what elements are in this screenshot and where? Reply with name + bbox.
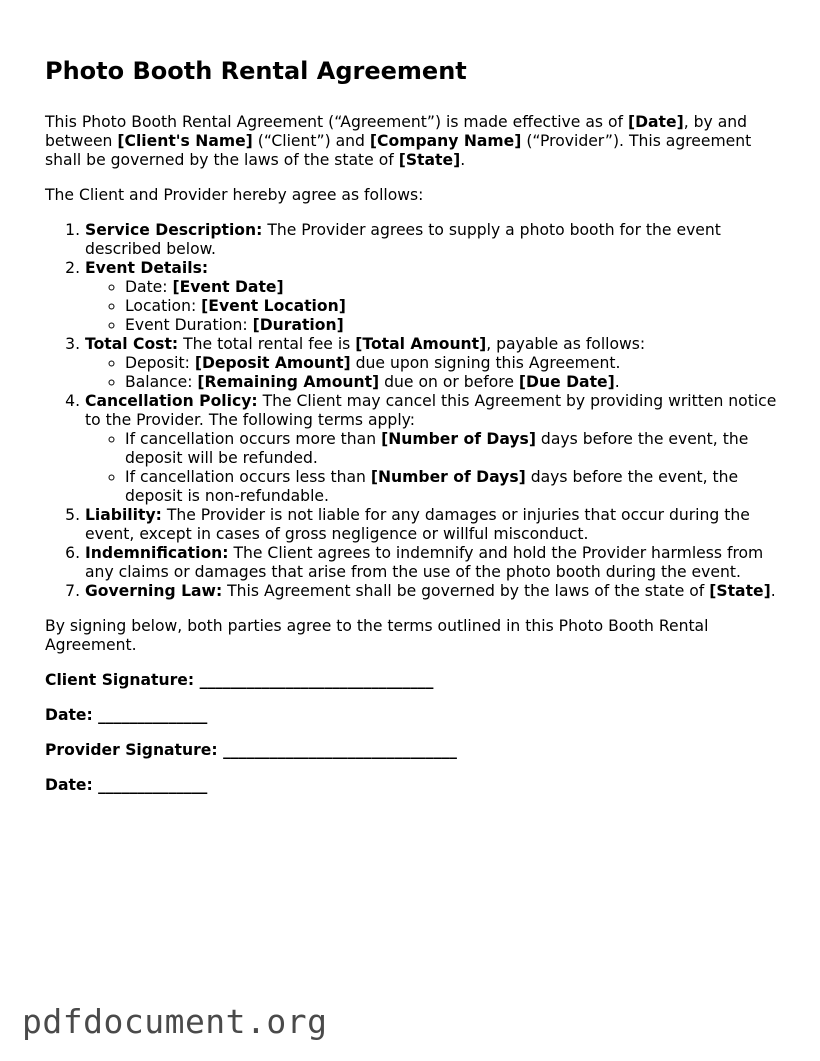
sub-item-balance: [125, 373, 780, 392]
duration-placeholder: [Duration]: [252, 316, 344, 334]
list-item-cancellation: [85, 392, 780, 506]
date-blank: ______________: [98, 706, 208, 724]
item-label: Balance:: [125, 373, 198, 391]
signature-label: Client Signature:: [45, 671, 195, 689]
section-text: , payable as follows:: [486, 335, 646, 353]
document-page: [45, 56, 780, 811]
list-item-indemnification: [85, 544, 780, 582]
closing-paragraph: By signing below, both parties agree to the terms outlined in this Photo Booth Rental Agreement.: [45, 617, 709, 654]
state-placeholder: [State]: [709, 582, 771, 600]
list-item-service: [85, 221, 780, 259]
sub-item-event-date: [125, 278, 780, 297]
signature-blank: ______________________________: [199, 671, 434, 689]
sub-item-cancel-more: [125, 430, 780, 468]
section-label: Service Description:: [85, 221, 263, 239]
total-amount-placeholder: [Total Amount]: [355, 335, 487, 353]
state-placeholder: [State]: [398, 151, 461, 169]
remaining-amount-placeholder: [Remaining Amount]: [197, 373, 380, 391]
item-text: .: [614, 373, 620, 391]
sub-item-event-duration: [125, 316, 780, 335]
section-text: The Provider is not liable for any damages or injuries that occur during the event, except in cases of gross negligence or willful misconduct.: [85, 506, 750, 543]
client-date-line: [45, 706, 780, 725]
agree-paragraph: The Client and Provider hereby agree as follows:: [45, 186, 424, 204]
due-date-placeholder: [Due Date]: [518, 373, 615, 391]
date-placeholder: [Date]: [627, 113, 684, 131]
date-blank: ______________: [98, 776, 208, 794]
section-label: Total Cost:: [85, 335, 179, 353]
intro-paragraph: [45, 113, 780, 170]
sub-item-cancel-less: [125, 468, 780, 506]
page-title: Photo Booth Rental Agreement: [45, 57, 467, 85]
provider-signature-line: [45, 741, 780, 760]
cancellation-terms-list: [85, 430, 780, 506]
list-item-event-details: [85, 259, 780, 335]
terms-list: [45, 221, 780, 601]
item-text: due upon signing this Agreement.: [350, 354, 621, 372]
list-item-total-cost: [85, 335, 780, 392]
company-name-placeholder: [Company Name]: [369, 132, 522, 150]
provider-date-line: [45, 776, 780, 795]
intro-text: .: [460, 151, 466, 169]
section-text: The Client may cancel this Agreement by providing written notice to the Provider. The following terms apply:: [85, 392, 777, 429]
item-label: Deposit:: [125, 354, 195, 372]
intro-text: This Photo Booth Rental Agreement (“Agreement”) is made effective as of: [45, 113, 628, 131]
item-text: If cancellation occurs more than: [125, 430, 382, 448]
section-text: .: [770, 582, 776, 600]
item-text: days before the event, the deposit is non-refundable.: [125, 468, 739, 505]
intro-text: (“Client”) and: [252, 132, 370, 150]
watermark: pdfdocument.org: [22, 1002, 328, 1041]
number-of-days-placeholder: [Number of Days]: [370, 468, 526, 486]
date-label: Date:: [45, 776, 93, 794]
section-label: Cancellation Policy:: [85, 392, 258, 410]
event-date-placeholder: [Event Date]: [172, 278, 284, 296]
deposit-amount-placeholder: [Deposit Amount]: [194, 354, 351, 372]
section-text: The total rental fee is: [178, 335, 356, 353]
payment-list: [85, 354, 780, 392]
client-signature-line: [45, 671, 780, 690]
signature-label: Provider Signature:: [45, 741, 218, 759]
list-item-governing-law: [85, 582, 780, 601]
section-text: The Provider agrees to supply a photo booth for the event described below.: [85, 221, 721, 258]
section-text: The Client agrees to indemnify and hold the Provider harmless from any claims or damages that arise from the use of the photo booth during the event.: [85, 544, 764, 581]
sub-item-event-location: [125, 297, 780, 316]
section-label: Liability:: [85, 506, 162, 524]
section-label: Event Details:: [85, 259, 209, 277]
date-label: Date:: [45, 706, 93, 724]
intro-text: (“Provider”). This agreement shall be governed by the laws of the state of: [45, 132, 752, 169]
section-label: Indemnification:: [85, 544, 229, 562]
number-of-days-placeholder: [Number of Days]: [381, 430, 536, 448]
signature-blank: ______________________________: [223, 741, 457, 759]
item-text: days before the event, the deposit will be refunded.: [125, 430, 749, 467]
intro-text: , by and between: [45, 113, 748, 150]
item-label: Event Duration:: [125, 316, 253, 334]
section-text: This Agreement shall be governed by the laws of the state of: [222, 582, 710, 600]
section-label: Governing Law:: [85, 582, 223, 600]
sub-item-deposit: [125, 354, 780, 373]
event-details-list: [85, 278, 780, 335]
item-text: due on or before: [379, 373, 519, 391]
item-text: If cancellation occurs less than: [125, 468, 371, 486]
client-name-placeholder: [Client's Name]: [117, 132, 253, 150]
item-label: Date:: [125, 278, 173, 296]
list-item-liability: [85, 506, 780, 544]
event-location-placeholder: [Event Location]: [201, 297, 346, 315]
item-label: Location:: [125, 297, 202, 315]
